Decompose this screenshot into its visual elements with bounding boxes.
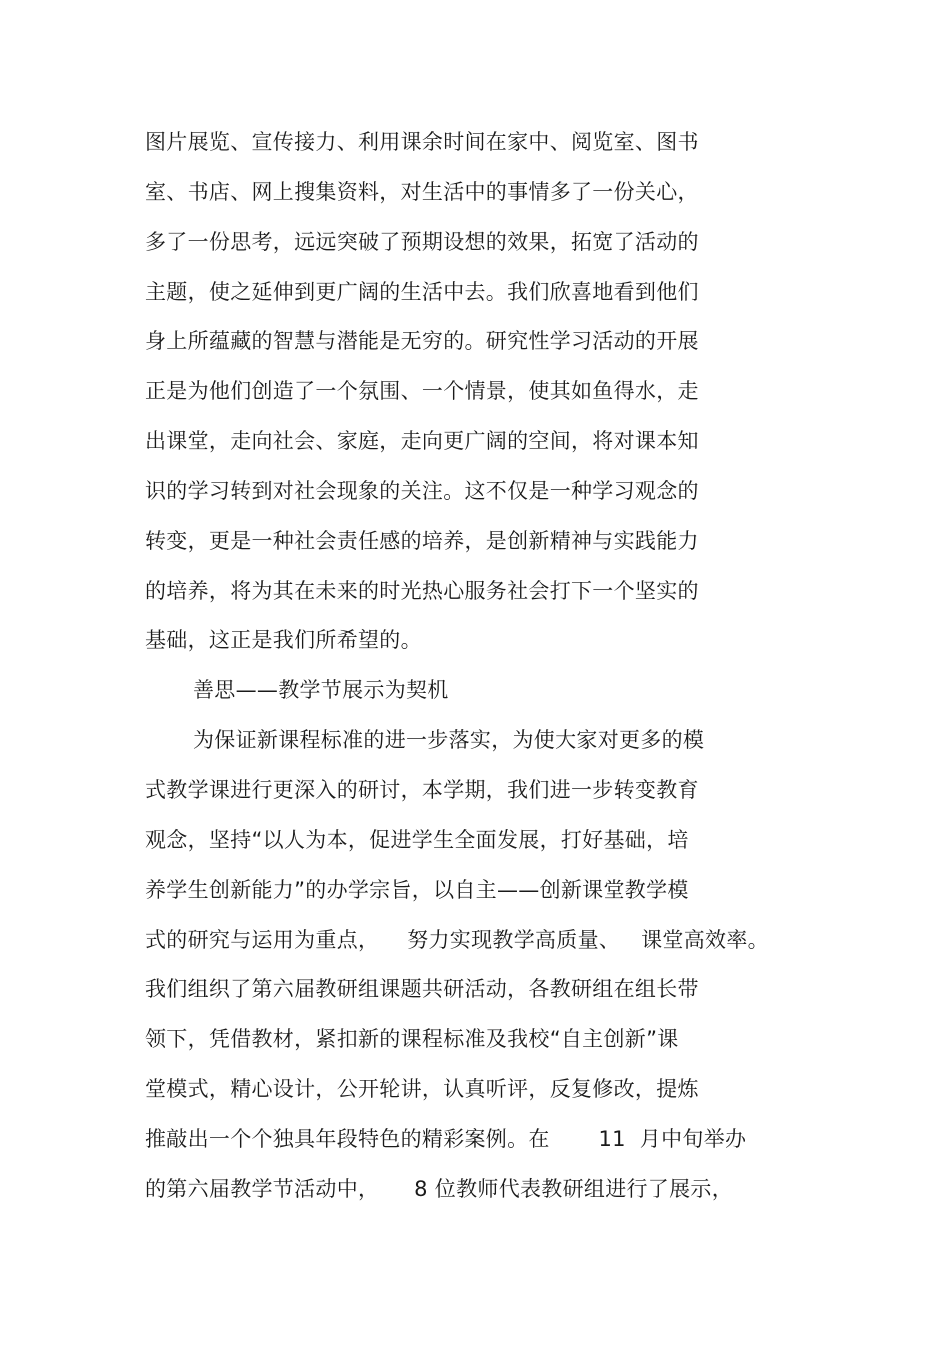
paragraph-line: 的第六届教学节活动中， 8 位教师代表教研组进行了展示， <box>145 1177 734 1201</box>
paragraph-line: 领下，凭借教材，紧扣新的课程标准及我校“自主创新”课 <box>145 1027 679 1051</box>
paragraph-line: 转变，更是一种社会责任感的培养，是创新精神与实践能力 <box>145 529 699 553</box>
paragraph-line: 身上所蕴藏的智慧与潜能是无穷的。研究性学习活动的开展 <box>145 329 699 353</box>
paragraph-line: 式教学课进行更深入的研讨，本学期，我们进一步转变教育 <box>145 778 699 802</box>
paragraph-line: 我们组织了第六届教研组课题共研活动，各教研组在组长带 <box>145 977 699 1001</box>
paragraph-line: 出课堂，走向社会、家庭，走向更广阔的空间，将对课本知 <box>145 429 699 453</box>
section-heading: 善思——教学节展示为契机 <box>193 678 449 702</box>
paragraph-line: 主题，使之延伸到更广阔的生活中去。我们欣喜地看到他们 <box>145 280 699 304</box>
paragraph-line: 式的研究与运用为重点， 努力实现教学高质量、 课堂高效率。 <box>145 928 769 952</box>
paragraph-line: 推敲出一个个独具年段特色的精彩案例。在 11 月中旬举办 <box>145 1127 747 1151</box>
paragraph-line: 识的学习转到对社会现象的关注。这不仅是一种学习观念的 <box>145 479 699 503</box>
paragraph-line: 堂模式，精心设计，公开轮讲，认真听评，反复修改，提炼 <box>145 1077 699 1101</box>
paragraph-line: 正是为他们创造了一个氛围、一个情景，使其如鱼得水，走 <box>145 379 699 403</box>
paragraph-line: 为保证新课程标准的进一步落实，为使大家对更多的模 <box>193 728 705 752</box>
paragraph-line: 多了一份思考，远远突破了预期设想的效果，拓宽了活动的 <box>145 230 699 254</box>
paragraph-line: 养学生创新能力”的办学宗旨，以自主——创新课堂教学模 <box>145 878 689 902</box>
paragraph-line: 基础，这正是我们所希望的。 <box>145 628 422 652</box>
paragraph-line: 的培养，将为其在未来的时光热心服务社会打下一个坚实的 <box>145 579 699 603</box>
paragraph-line: 室、书店、网上搜集资料，对生活中的事情多了一份关心， <box>145 180 699 204</box>
paragraph-line: 观念，坚持“以人为本，促进学生全面发展，打好基础，培 <box>145 828 689 852</box>
paragraph-line: 图片展览、宣传接力、利用课余时间在家中、阅览室、图书 <box>145 130 699 154</box>
